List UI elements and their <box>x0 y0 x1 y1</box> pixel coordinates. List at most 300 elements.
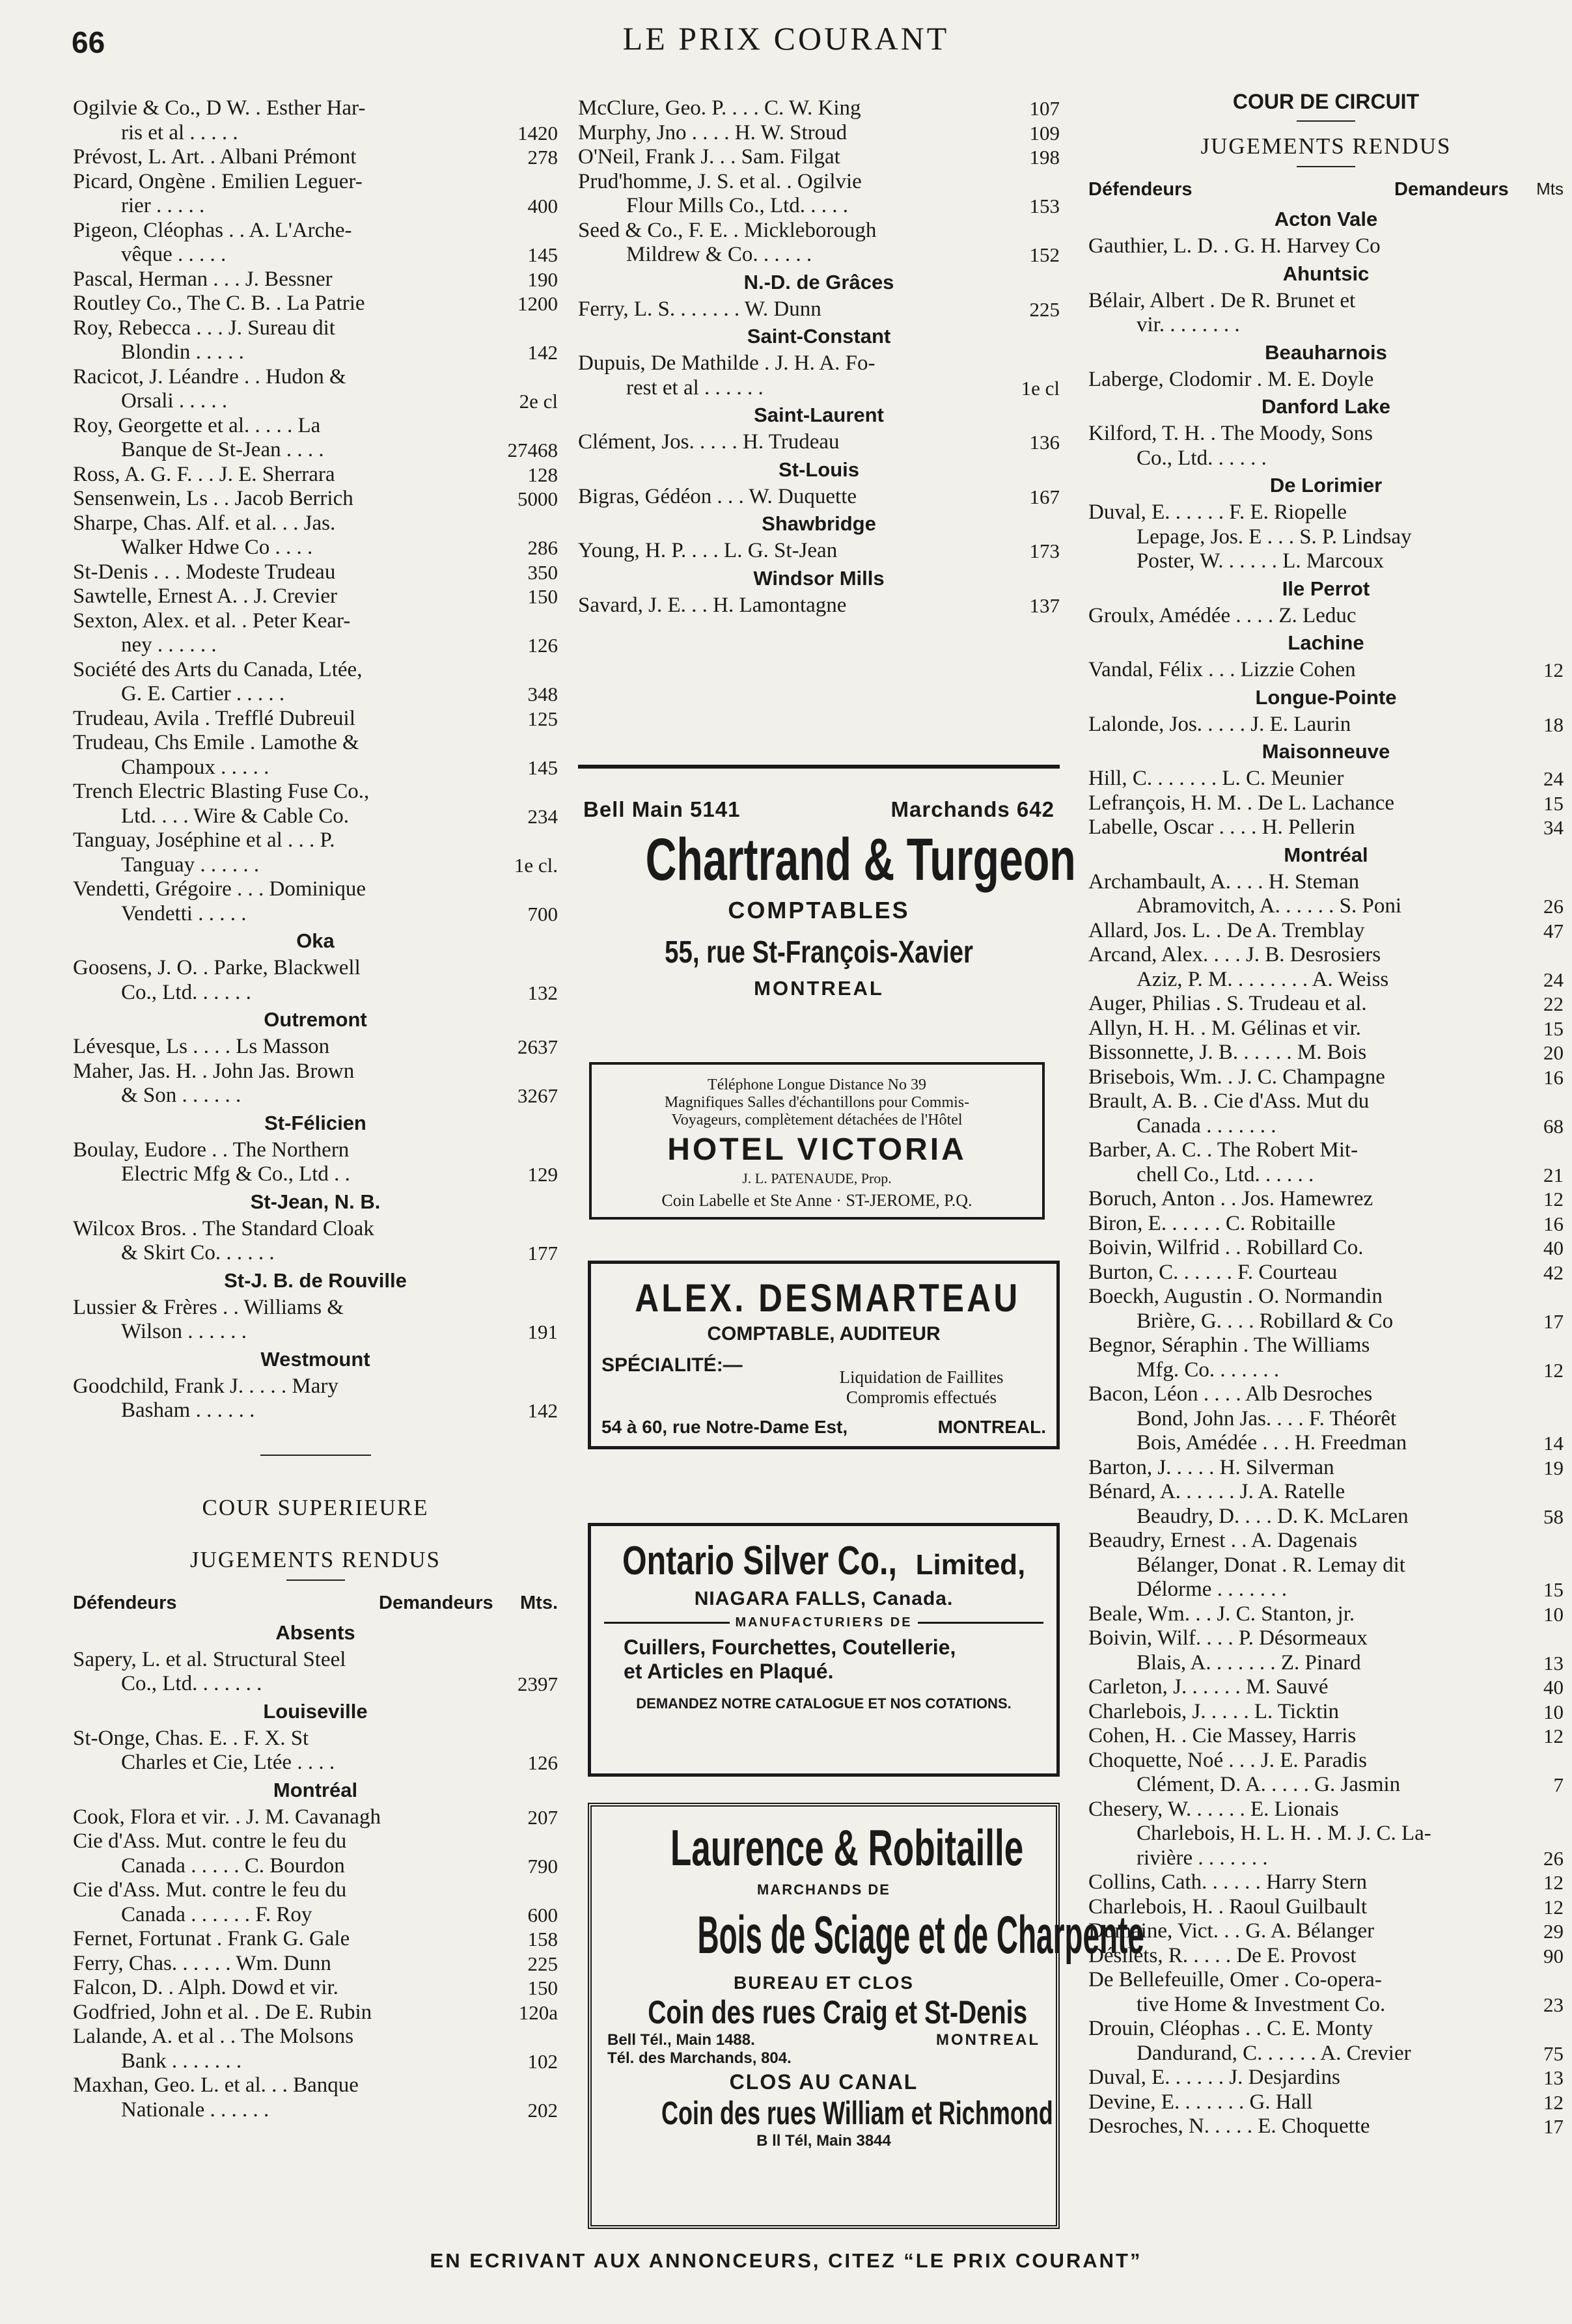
judgment-parties: Groulx, Amédée . . . . Z. Leduc <box>1088 603 1357 627</box>
judgment-amount: 12 <box>1543 1358 1564 1382</box>
judgment-row <box>1088 992 1564 1017</box>
judgment-row <box>1088 658 1564 683</box>
manufacturers-label: MANUFACTURIERS DE <box>735 1615 913 1630</box>
judgment-parties: Duval, E. . . . . . F. E. Riopelle <box>1088 500 1347 524</box>
judgment-amount: 26 <box>1543 895 1564 918</box>
cour-circuit-judgments <box>1088 204 1564 2139</box>
judgment-amount: 142 <box>527 1399 558 1422</box>
judgment-amount: 2397 <box>517 1673 558 1695</box>
judgment-parties: Archambault, A. . . . H. Steman <box>1088 869 1360 894</box>
judgment-row <box>73 981 558 1005</box>
judgment-parties: Maher, Jas. H. . John Jas. Brown <box>73 1059 355 1083</box>
judgment-amount: 24 <box>1543 968 1564 991</box>
place-heading: Saint-Laurent <box>754 403 884 426</box>
judgment-amount: 142 <box>527 341 558 364</box>
judgment-amount: 5000 <box>517 487 558 510</box>
judgment-row <box>1088 943 1564 968</box>
judgment-row <box>578 219 1060 243</box>
judgment-amount: 16 <box>1543 1212 1564 1235</box>
place-heading: Ile Perrot <box>1282 577 1370 600</box>
judgment-amount: 18 <box>1543 713 1564 736</box>
judgment-parties: Dupuis, De Mathilde . J. H. A. Fo- <box>578 351 876 375</box>
judgment-row <box>1088 1456 1564 1481</box>
judgment-amount: 12 <box>1543 1188 1564 1210</box>
judgment-parties: Trench Electric Blasting Fuse Co., <box>73 780 370 803</box>
judgment-parties: Goodchild, Frank J. . . . . Mary <box>73 1374 338 1398</box>
judgment-row <box>1088 1431 1564 1456</box>
judgment-row <box>73 1751 558 1775</box>
judgment-parties: Aziz, P. M. . . . . . . . A. Weiss <box>1137 967 1389 991</box>
judgment-amount: 7 <box>1553 1773 1564 1796</box>
company-city: NIAGARA FALLS, Canada. <box>694 1588 954 1609</box>
judgment-row <box>1088 1358 1564 1383</box>
judgment-parties: Duval, E. . . . . . J. Desjardins <box>1088 2066 1340 2089</box>
judgment-row <box>73 902 558 927</box>
judgment-row <box>73 956 558 981</box>
judgment-row <box>73 1399 558 1423</box>
judgment-parties: Mildrew & Co. . . . . . <box>626 243 812 266</box>
judgment-parties: Nationale . . . . . . <box>121 2098 269 2122</box>
judgment-row <box>73 2025 558 2049</box>
marchands-label: MARCHANDS DE <box>757 1881 890 1898</box>
place-heading: St-Félicien <box>264 1111 366 1134</box>
judgment-amount: 350 <box>527 560 558 584</box>
catalogue-cta: DEMANDEZ NOTRE CATALOGUE ET NOS COTATIONS. <box>636 1695 1012 1712</box>
column-middle <box>578 96 1060 618</box>
tel-marchands: Tél. des Marchands, 804. <box>607 2049 792 2067</box>
judgment-row <box>73 1217 558 1242</box>
judgment-parties: Co., Ltd. . . . . . <box>1137 446 1267 470</box>
judgment-amount: 26 <box>1543 1846 1564 1870</box>
judgment-row <box>1088 1382 1564 1407</box>
judgment-row <box>1088 1212 1564 1237</box>
hotel-address: Coin Labelle et Ste Anne · ST-JEROME, P.Q. <box>661 1191 972 1210</box>
judgment-amount: 12 <box>1543 1871 1564 1894</box>
place-heading: St-Jean, N. B. <box>250 1190 381 1213</box>
judgment-row <box>1088 1041 1564 1065</box>
judgment-amount: 27468 <box>507 439 558 461</box>
judgment-parties: Seed & Co., F. E. . Mickleborough <box>578 218 877 242</box>
judgment-amount: 90 <box>1543 1944 1564 1967</box>
judgment-parties: Begnor, Séraphin . The Williams <box>1088 1333 1370 1357</box>
judgment-row <box>1088 1724 1564 1749</box>
judgment-amount: 207 <box>527 1805 558 1829</box>
judgment-parties: Mfg. Co. . . . . . . <box>1137 1358 1280 1382</box>
judgment-row <box>1088 894 1564 919</box>
judgment-parties: Blais, A. . . . . . . Z. Pinard <box>1137 1650 1361 1675</box>
judgment-amount: 132 <box>527 981 558 1004</box>
judgment-amount: 137 <box>1029 594 1060 617</box>
judgment-parties: Dumaine, Vict. . . G. A. Bélanger <box>1088 1919 1375 1943</box>
judgment-row <box>1088 1968 1564 1993</box>
judgment-row <box>73 438 558 463</box>
judgment-parties: Falcon, D. . Alph. Dowd et vir. <box>73 1976 338 1999</box>
judgment-row <box>1088 1017 1564 1041</box>
judgment-row <box>73 1059 558 1084</box>
judgment-amount: 13 <box>1543 2066 1564 2089</box>
judgment-parties: Ferry, L. S. . . . . . . W. Dunn <box>578 297 821 321</box>
judgment-amount: 14 <box>1543 1432 1564 1455</box>
judgment-parties: chell Co., Ltd. . . . . . <box>1137 1162 1314 1186</box>
place-heading: De Lorimier <box>1269 474 1383 497</box>
judgment-parties: McClure, Geo. P. . . . C. W. King <box>578 96 861 120</box>
judgment-amount: 17 <box>1543 2115 1564 2138</box>
judgment-amount: 20 <box>1543 1041 1564 1064</box>
judgment-parties: Beale, Wm. . . J. C. Stanton, jr. <box>1088 1602 1355 1626</box>
judgment-parties: Lepage, Jos. E . . . S. P. Lindsay <box>1137 525 1412 549</box>
judgment-parties: ris et al . . . . . <box>121 120 238 144</box>
judgment-row <box>578 485 1060 510</box>
judgment-parties: Desroches, N. . . . . E. Choquette <box>1088 2114 1370 2138</box>
page-footer: EN ECRIVANT AUX ANNONCEURS, CITEZ “LE PRIX COURANT” <box>430 2249 1142 2272</box>
judgment-row <box>73 1296 558 1320</box>
judgment-amount: 42 <box>1543 1261 1564 1284</box>
judgment-parties: Clément, D. A. . . . . G. Jasmin <box>1137 1773 1401 1796</box>
judgment-row <box>73 96 558 121</box>
judgment-parties: Canada . . . . . . F. Roy <box>121 1902 312 1926</box>
ad-desmarteau <box>588 1261 1060 1449</box>
judgment-amount: 21 <box>1543 1163 1564 1186</box>
judgment-parties: Ltd. . . . Wire & Cable Co. <box>121 804 350 828</box>
judgment-parties: Cohen, H. . Cie Massey, Harris <box>1088 1724 1357 1747</box>
judgment-parties: Routley Co., The C. B. . La Patrie <box>73 292 365 315</box>
hotel-phone: Téléphone Longue Distance No 39 <box>708 1076 926 1093</box>
judgment-row <box>73 1241 558 1266</box>
judgment-parties: Kilford, T. H. . The Moody, Sons <box>1088 422 1373 445</box>
judgment-parties: G. E. Cartier . . . . . <box>121 682 285 705</box>
judgment-amount: 22 <box>1543 992 1564 1015</box>
judgment-row <box>73 633 558 658</box>
bureau-label: BUREAU ET CLOS <box>734 1973 914 1993</box>
judgment-parties: Boivin, Wilfrid . . Robillard Co. <box>1088 1236 1364 1259</box>
judgment-row <box>73 1878 558 1903</box>
judgment-amount: 17 <box>1543 1309 1564 1333</box>
judgment-parties: Co., Ltd. . . . . . <box>121 980 251 1004</box>
judgment-row <box>1088 1919 1564 1944</box>
judgment-parties: Barton, J. . . . . H. Silverman <box>1088 1455 1334 1479</box>
hotel-name: HOTEL VICTORIA <box>667 1132 967 1167</box>
judgment-row <box>1088 1602 1564 1627</box>
judgment-amount: 16 <box>1543 1065 1564 1089</box>
judgment-parties: Carleton, J. . . . . . M. Sauvé <box>1088 1675 1329 1699</box>
judgment-row <box>578 376 1060 401</box>
specialite-label: SPÉCIALITÉ:— <box>601 1354 743 1376</box>
judgment-parties: Bissonnette, J. B. . . . . . M. Bois <box>1088 1041 1367 1064</box>
judgment-amount: 191 <box>527 1320 558 1343</box>
judgment-amount: 173 <box>1029 540 1060 562</box>
judgment-row <box>1088 1700 1564 1725</box>
header-montants: Mts. <box>520 1592 558 1613</box>
judgment-parties: Prud'homme, J. S. et al. . Ogilvie <box>578 169 862 193</box>
judgment-parties: Clément, Jos. . . . . H. Trudeau <box>578 430 840 454</box>
judgment-row <box>1088 919 1564 944</box>
judgment-row <box>73 877 558 902</box>
judgment-parties: Fernet, Fortunat . Frank G. Gale <box>73 1927 350 1950</box>
judgment-parties: Drouin, Cléophas . . C. E. Monty <box>1088 2017 1373 2040</box>
judgment-parties: Cie d'Ass. Mut. contre le feu du <box>73 1829 347 1853</box>
judgment-parties: Boeckh, Augustin . O. Normandin <box>1088 1285 1383 1308</box>
subtitle-rule <box>1297 166 1355 167</box>
judgment-row <box>1088 1773 1564 1798</box>
marchands-number: Marchands 642 <box>890 797 1055 821</box>
judgment-row <box>1088 1480 1564 1505</box>
judgment-row <box>578 96 1060 121</box>
subtitle-rule <box>286 1579 345 1581</box>
judgments-by-place <box>578 267 1060 618</box>
judgment-parties: Trudeau, Avila . Trefflé Dubreuil <box>73 706 355 730</box>
judgment-row <box>1088 1626 1564 1651</box>
company-limited: Limited, <box>915 1549 1026 1581</box>
judgment-row <box>1088 446 1564 471</box>
judgment-amount: 150 <box>527 1976 558 1999</box>
judgment-row <box>73 487 558 512</box>
judgment-parties: Charlebois, J. . . . . L. Ticktin <box>1088 1699 1340 1723</box>
judgment-amount: 348 <box>527 683 558 705</box>
judgment-amount: 177 <box>527 1242 558 1265</box>
judgment-parties: Beaudry, Ernest . . A. Dagenais <box>1088 1529 1357 1552</box>
judgment-row <box>73 584 558 609</box>
judgment-row <box>578 297 1060 322</box>
judgment-amount: 129 <box>527 1163 558 1186</box>
judgment-row <box>1088 1114 1564 1139</box>
judgment-row <box>73 512 558 536</box>
judgment-parties: ney . . . . . . <box>121 633 217 657</box>
judgment-amount: 126 <box>527 634 558 657</box>
judgment-parties: Poster, W. . . . . . L. Marcoux <box>1137 549 1384 573</box>
place-heading: Louiseville <box>263 1699 368 1723</box>
judgment-row <box>73 853 558 878</box>
judgment-row <box>73 292 558 316</box>
judgment-row <box>73 414 558 439</box>
judgment-row <box>578 430 1060 455</box>
judgment-amount: 190 <box>527 267 558 291</box>
judgment-row <box>73 1138 558 1163</box>
advertiser-address: 54 à 60, rue Notre-Dame Est, <box>601 1417 848 1437</box>
judgment-parties: & Skirt Co. . . . . . <box>121 1241 275 1265</box>
judgment-row <box>1088 1236 1564 1261</box>
judgment-row <box>1088 1309 1564 1334</box>
hotel-proprietor: J. L. PATENAUDE, Prop. <box>742 1170 892 1186</box>
specialty-1: Liquidation de Faillites <box>839 1367 1004 1387</box>
judgment-amount: 29 <box>1543 1920 1564 1943</box>
judgment-parties: Bélanger, Donat . R. Lemay dit <box>1137 1553 1405 1577</box>
judgment-amount: 600 <box>527 1903 558 1926</box>
judgment-parties: Allard, Jos. L. . De A. Tremblay <box>1088 918 1365 942</box>
judgment-row <box>1088 289 1564 314</box>
judgment-amount: 225 <box>527 1952 558 1975</box>
judgment-row <box>73 463 558 487</box>
judgment-amount: 400 <box>527 195 558 217</box>
judgment-amount: 15 <box>1543 1017 1564 1040</box>
judgment-parties: Walker Hdwe Co . . . . <box>121 536 313 559</box>
judgment-row <box>1088 604 1564 629</box>
judgment-parties: Boulay, Eudore . . The Northern <box>73 1138 350 1162</box>
judgment-amount: 128 <box>527 463 558 486</box>
judgment-row <box>73 243 558 267</box>
judgment-parties: Banque de St-Jean . . . . <box>121 438 324 461</box>
judgment-parties: Flour Mills Co., Ltd. . . . . <box>626 194 849 217</box>
judgment-amount: 152 <box>1029 243 1060 266</box>
judgment-row <box>73 682 558 707</box>
judgment-parties: St-Denis . . . Modeste Trudeau <box>73 560 336 584</box>
judgment-row <box>1088 870 1564 895</box>
judgment-row <box>1088 234 1564 259</box>
judgment-amount: 145 <box>527 243 558 266</box>
judgment-row <box>73 731 558 756</box>
place-heading: Windsor Mills <box>753 566 885 590</box>
judgment-row <box>73 756 558 780</box>
judgment-amount: 167 <box>1029 485 1060 508</box>
header-demandeurs: Demandeurs <box>379 1592 493 1613</box>
judgment-row <box>1088 2066 1564 2090</box>
bell-number: Bell Main 5141 <box>583 797 741 821</box>
judgment-parties: Lalonde, Jos. . . . . J. E. Laurin <box>1088 712 1351 736</box>
cour-circuit-title: COUR DE CIRCUIT <box>1232 90 1420 113</box>
place-heading: Oka <box>296 929 335 952</box>
judgment-parties: Laberge, Clodomir . M. E. Doyle <box>1088 367 1374 391</box>
judgment-amount: 278 <box>527 146 558 169</box>
judgment-row <box>578 121 1060 146</box>
judgment-row <box>1088 1065 1564 1090</box>
place-heading: Saint-Constant <box>747 325 891 348</box>
judgment-parties: Tanguay . . . . . . <box>121 853 260 877</box>
judgment-row <box>1088 1944 1564 1969</box>
judgment-parties: Ferry, Chas. . . . . . Wm. Dunn <box>73 1951 331 1975</box>
judgment-parties: Boruch, Anton . . Jos. Hamewrez <box>1088 1187 1373 1210</box>
corner-address: Coin des rues Craig et St-Denis <box>648 1994 1028 2030</box>
judgment-parties: Orsali . . . . . <box>121 389 228 413</box>
judgment-row <box>578 539 1060 564</box>
judgment-row <box>73 1672 558 1697</box>
judgment-parties: O'Neil, Frank J. . . Sam. Filgat <box>578 145 840 169</box>
judgment-amount: 10 <box>1543 1602 1564 1626</box>
judgment-parties: vir. . . . . . . . <box>1137 313 1240 336</box>
judgment-row <box>1088 500 1564 525</box>
judgment-row <box>1088 1505 1564 1529</box>
judgment-row <box>73 1727 558 1751</box>
judgment-row <box>1088 1993 1564 2017</box>
judgment-amount: 34 <box>1543 816 1564 839</box>
judgment-parties: Vandal, Félix . . . Lizzie Cohen <box>1088 658 1356 681</box>
judgment-parties: Basham . . . . . . <box>121 1399 255 1422</box>
products-line-2: et Articles en Plaqué. <box>624 1660 834 1683</box>
judgment-row <box>73 219 558 243</box>
judgment-amount: 68 <box>1543 1114 1564 1138</box>
judgment-row <box>1088 368 1564 392</box>
judgment-parties: Canada . . . . . C. Bourdon <box>121 1853 345 1878</box>
judgment-parties: Canada . . . . . . . <box>1137 1114 1276 1138</box>
judgment-row <box>1088 1261 1564 1285</box>
judgments-by-place <box>73 926 558 1423</box>
advertiser-city: MONTREAL. <box>937 1417 1046 1437</box>
judgment-parties: Pascal, Herman . . . J. Bessner <box>73 267 333 291</box>
judgment-row <box>1088 1529 1564 1553</box>
judgment-parties: Boivin, Wilf. . . . P. Désormeaux <box>1088 1626 1368 1650</box>
judgment-parties: Wilcox Bros. . The Standard Cloak <box>73 1216 374 1240</box>
column-right <box>1088 90 1564 2139</box>
judgment-parties: Goosens, J. O. . Parke, Blackwell <box>73 956 361 979</box>
judgment-parties: Bacon, Léon . . . . Alb Desroches <box>1088 1382 1373 1406</box>
judgment-amount: 23 <box>1543 1993 1564 2016</box>
judgment-row <box>73 1162 558 1187</box>
judgment-parties: Allyn, H. H. . M. Gélinas et vir. <box>1088 1016 1361 1040</box>
judgment-parties: De Bellefeuille, Omer . Co-opera- <box>1088 1968 1382 1991</box>
judgment-row <box>73 340 558 365</box>
judgment-row <box>73 389 558 414</box>
judgment-parties: Biron, E. . . . . . C. Robitaille <box>1088 1211 1336 1235</box>
judgment-row <box>73 1035 558 1059</box>
place-heading: Ahuntsic <box>1282 262 1370 285</box>
judgment-parties: Electric Mfg & Co., Ltd . . <box>121 1162 350 1186</box>
judgment-parties: rier . . . . . <box>121 194 205 217</box>
judgment-parties: Lussier & Frères . . Williams & <box>73 1295 344 1319</box>
judgment-row <box>1088 1138 1564 1163</box>
judgment-row <box>1088 525 1564 550</box>
judgment-row <box>73 1927 558 1952</box>
judgment-parties: Roy, Georgette et al. . . . . La <box>73 413 321 437</box>
judgment-row <box>73 609 558 634</box>
judgment-row <box>73 1648 558 1673</box>
judgment-row <box>73 804 558 829</box>
judgment-parties: Abramovitch, A. . . . . . S. Poni <box>1137 894 1402 918</box>
judgment-row <box>73 365 558 390</box>
judgment-parties: Gauthier, L. D. . G. H. Harvey Co <box>1088 234 1381 258</box>
judgment-amount: 2637 <box>517 1035 558 1058</box>
judgment-parties: Picard, Ongène . Emilien Leguer- <box>73 169 363 193</box>
place-heading: Shawbridge <box>762 512 876 535</box>
judgment-row <box>1088 2090 1564 2115</box>
company-products: Bois de Sciage et de Charpente <box>697 1906 1144 1965</box>
judgment-row <box>1088 791 1564 816</box>
judgment-parties: Beaudry, D. . . . D. K. McLaren <box>1137 1504 1409 1528</box>
judgment-row <box>578 145 1060 170</box>
running-head: LE PRIX COURANT <box>622 20 950 57</box>
judgment-amount: 2e cl <box>519 390 558 413</box>
judgment-parties: Tanguay, Joséphine et al . . . P. <box>73 828 335 852</box>
judgment-row <box>578 594 1060 618</box>
judgment-amount: 109 <box>1029 121 1060 144</box>
header-demandeurs: Demandeurs <box>1394 179 1509 200</box>
judgment-row <box>73 1903 558 1928</box>
firm-address: 55, rue St-François-Xavier <box>665 935 973 970</box>
judgment-parties: Blondin . . . . . <box>121 340 244 364</box>
judgment-parties: Hill, C. . . . . . . L. C. Meunier <box>1088 767 1344 790</box>
judgment-row <box>1088 1578 1564 1602</box>
judgments-list-continued <box>73 96 558 926</box>
judgment-row <box>1088 1822 1564 1846</box>
judgment-row <box>1088 549 1564 574</box>
judgment-parties: rest et al . . . . . . <box>626 376 764 400</box>
judgment-amount: 120a <box>518 2001 558 2024</box>
judgments-list-continued <box>578 96 1060 267</box>
header-defendeurs: Défendeurs <box>73 1592 177 1613</box>
cour-superieure-subtitle: JUGEMENTS RENDUS <box>190 1546 441 1572</box>
judgment-parties: Brault, A. B. . Cie d'Ass. Mut du <box>1088 1089 1370 1113</box>
judgment-row <box>1088 1675 1564 1700</box>
judgment-amount: 12 <box>1543 1725 1564 1747</box>
judgment-amount: 40 <box>1543 1237 1564 1259</box>
judgment-parties: Sensenwein, Ls . . Jacob Berrich <box>73 487 353 510</box>
judgment-parties: Ross, A. G. F. . . J. E. Sherrara <box>73 462 335 486</box>
cour-superieure-judgments <box>73 1618 558 2123</box>
place-heading: Montréal <box>1284 843 1368 866</box>
judgment-row <box>578 170 1060 195</box>
judgment-amount: 15 <box>1543 791 1564 815</box>
judgment-parties: rivière . . . . . . . <box>1137 1846 1268 1870</box>
ad-ontario-silver <box>588 1523 1060 1777</box>
judgment-row <box>73 1952 558 1976</box>
judgment-parties: Godfried, John et al. . De E. Rubin <box>73 2000 372 2024</box>
